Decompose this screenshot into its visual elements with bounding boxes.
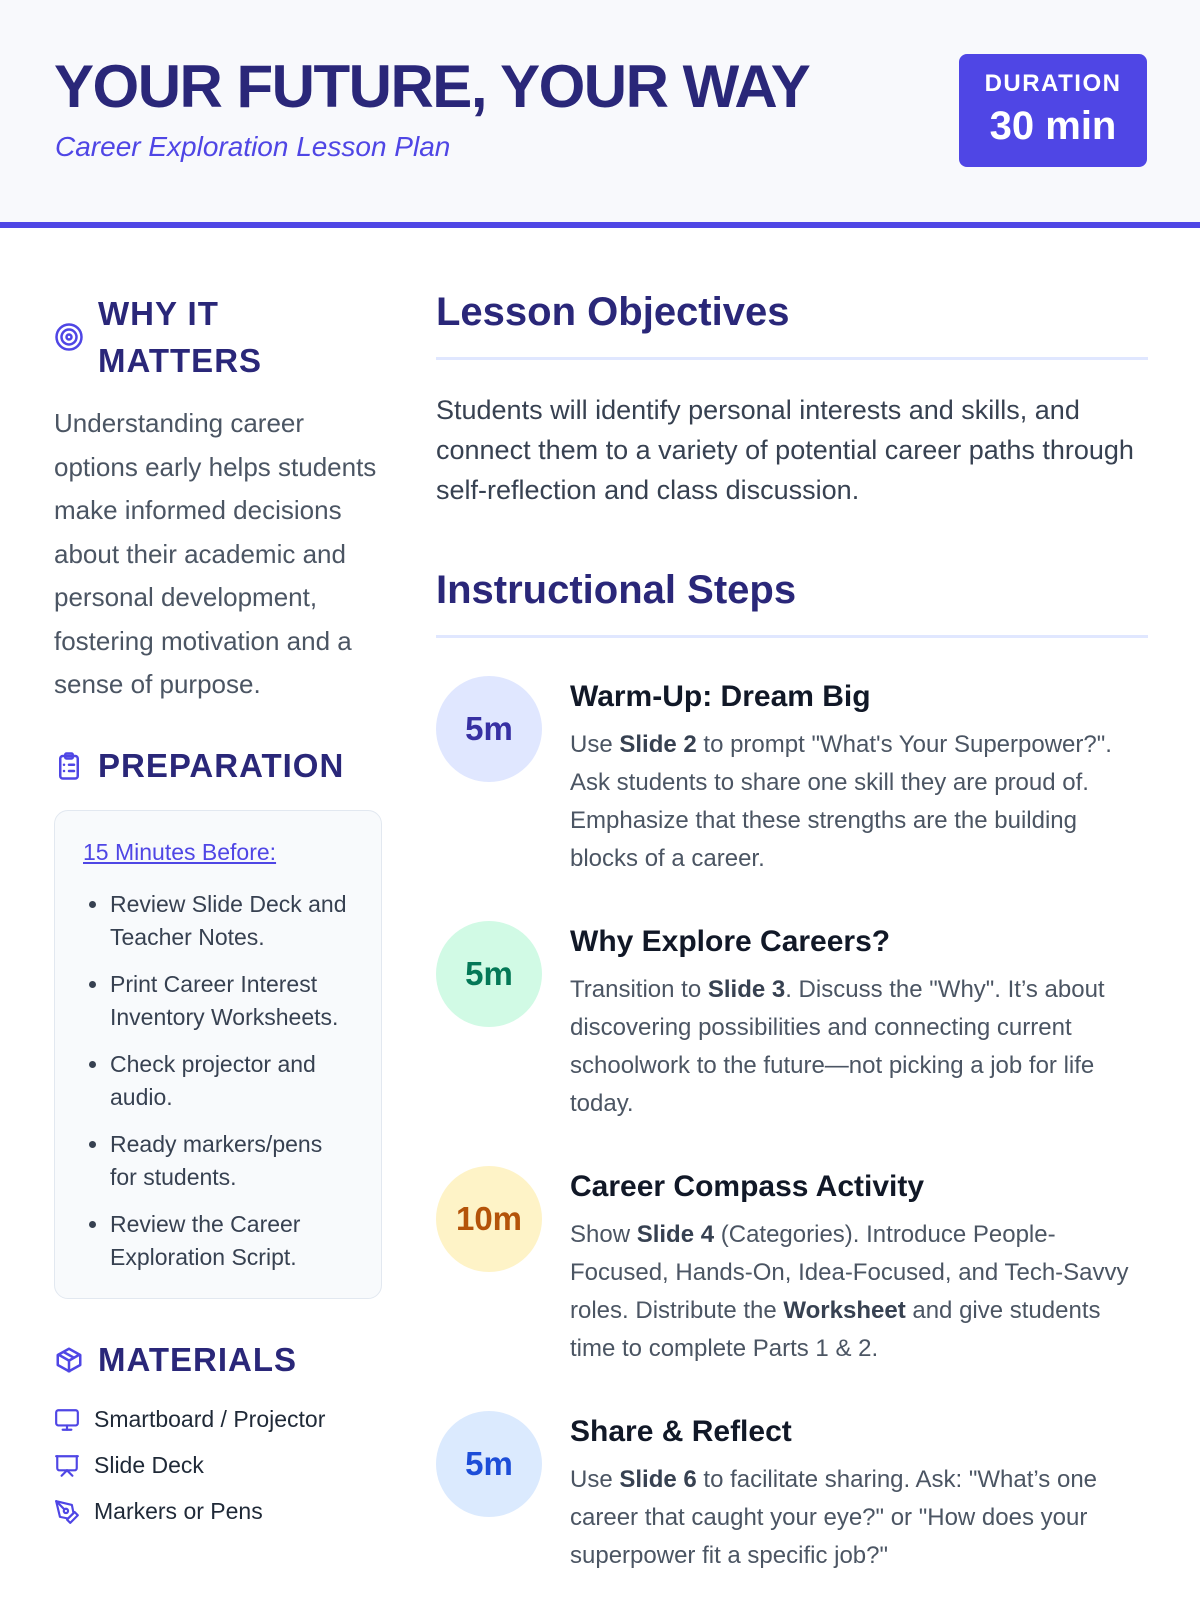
why-heading-line2: MATTERS bbox=[98, 342, 263, 379]
sidebar bbox=[54, 290, 382, 1535]
pen-icon bbox=[54, 1499, 80, 1525]
step-item bbox=[436, 921, 1148, 1166]
list-item: • Ready markers/pens for students. bbox=[110, 1128, 355, 1194]
material-item bbox=[54, 1443, 382, 1489]
steps-list bbox=[436, 676, 1148, 1600]
step-item bbox=[436, 1411, 1148, 1600]
step-title: Why Explore Careers? bbox=[570, 925, 891, 958]
material-label: Slide Deck bbox=[94, 1452, 204, 1478]
step-description: Transition to Slide 3. Discuss the "Why". It’s about discovering possibilities and connecting current schoolwork to the future—not picking a job for life today. bbox=[570, 976, 1105, 1117]
material-item bbox=[54, 1489, 382, 1535]
step-title: Share & Reflect bbox=[570, 1415, 792, 1448]
objectives-heading: Lesson Objectives bbox=[436, 290, 1148, 360]
presentation-icon bbox=[54, 1453, 80, 1479]
preparation-timing: 15 Minutes Before: bbox=[83, 838, 277, 865]
why-heading-text bbox=[98, 290, 262, 384]
box-icon bbox=[54, 1345, 84, 1375]
list-item: • Review the Career Exploration Script. bbox=[110, 1208, 355, 1274]
duration-badge bbox=[959, 54, 1147, 167]
step-title: Warm-Up: Dream Big bbox=[570, 680, 871, 713]
step-time-badge: 10m bbox=[436, 1166, 542, 1272]
step-item bbox=[436, 1166, 1148, 1411]
steps-heading: Instructional Steps bbox=[436, 568, 1148, 638]
step-item bbox=[436, 676, 1148, 921]
target-icon bbox=[54, 322, 84, 352]
step-title: Career Compass Activity bbox=[570, 1170, 925, 1203]
duration-label: DURATION bbox=[984, 70, 1122, 97]
header bbox=[0, 0, 1200, 228]
monitor-icon bbox=[54, 1407, 80, 1433]
materials-list bbox=[54, 1397, 382, 1535]
step-time-badge: 5m bbox=[436, 921, 542, 1027]
material-label: Smartboard / Projector bbox=[94, 1406, 326, 1432]
step-time-badge: 5m bbox=[436, 1411, 542, 1517]
list-item: • Review Slide Deck and Teacher Notes. bbox=[110, 888, 355, 954]
preparation-list bbox=[83, 888, 355, 1274]
clipboard-icon bbox=[54, 751, 84, 781]
step-body bbox=[570, 1411, 1148, 1600]
step-body bbox=[570, 676, 1148, 921]
duration-value: 30 min bbox=[989, 104, 1117, 148]
materials-heading bbox=[54, 1341, 382, 1379]
step-description: Use Slide 6 to facilitate sharing. Ask: "What’s one career that caught your eye?" or "How does your superpower fit a specific job?" bbox=[570, 1466, 1098, 1569]
page-subtitle: Career Exploration Lesson Plan bbox=[55, 131, 451, 162]
material-item bbox=[54, 1397, 382, 1443]
why-text: Understanding career options early helps students make informed decisions about their academic and personal development, fostering motivation and a sense of purpose. bbox=[54, 408, 377, 699]
step-body bbox=[570, 921, 1148, 1166]
preparation-heading-text: PREPARATION bbox=[98, 746, 345, 784]
material-label: Markers or Pens bbox=[94, 1498, 263, 1524]
main-content bbox=[436, 290, 1148, 1600]
preparation-heading bbox=[54, 747, 382, 785]
step-time-badge: 5m bbox=[436, 676, 542, 782]
step-body bbox=[570, 1166, 1148, 1411]
page-title: YOUR FUTURE, YOUR WAY bbox=[54, 53, 810, 120]
list-item: • Print Career Interest Inventory Worksheets. bbox=[110, 968, 355, 1034]
step-description: Use Slide 2 to prompt "What's Your Superpower?". Ask students to share one skill they are proud of. Emphasize that these strengths are the building blocks of a career. bbox=[570, 731, 1112, 872]
list-item: • Check projector and audio. bbox=[110, 1048, 355, 1114]
why-heading-line1: WHY IT bbox=[98, 295, 219, 332]
step-description: Show Slide 4 (Categories). Introduce People-Focused, Hands-On, Idea-Focused, and Tech-Savvy roles. Distribute the Worksheet and give students time to complete Parts 1 & 2. bbox=[570, 1221, 1129, 1362]
materials-heading-text: MATERIALS bbox=[98, 1340, 298, 1378]
preparation-box bbox=[54, 810, 382, 1299]
why-heading bbox=[54, 290, 382, 384]
objectives-text: Students will identify personal interests and skills, and connect them to a variety of potential career paths through self-reflection and class discussion. bbox=[436, 395, 1134, 505]
